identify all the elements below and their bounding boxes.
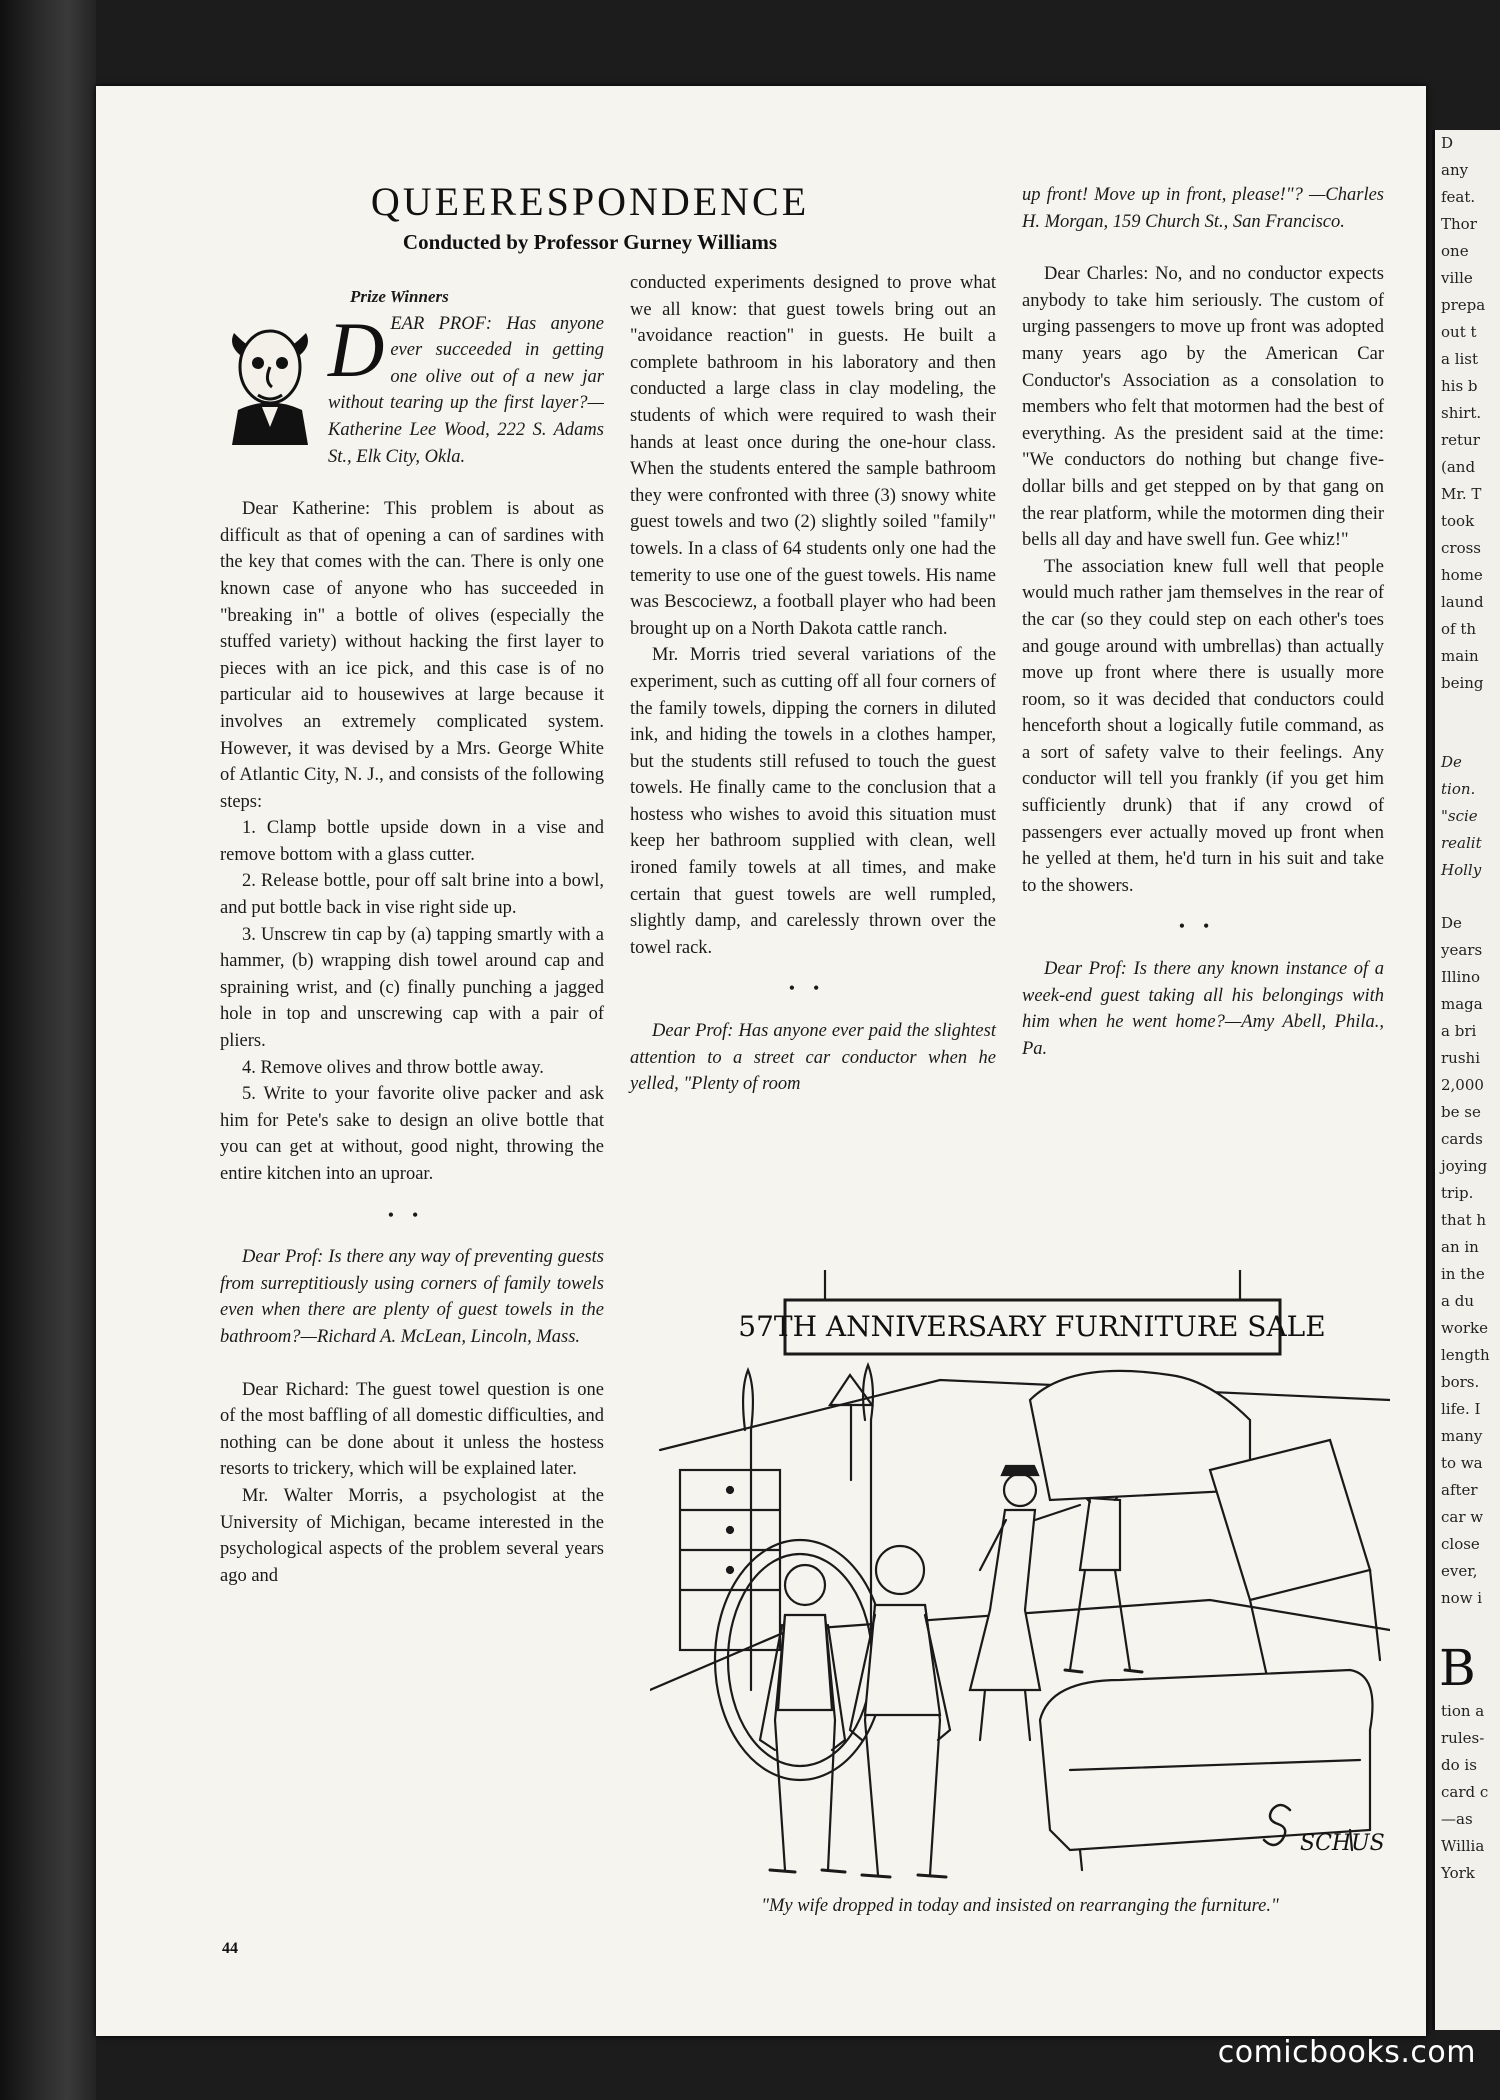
next-page-line: be se xyxy=(1441,1103,1481,1121)
cartoon-caption: "My wife dropped in today and insisted on rearranging the furniture." xyxy=(761,1896,1279,1916)
next-page-line: a list xyxy=(1441,350,1479,368)
next-page-line: ever, xyxy=(1441,1562,1478,1580)
letter-charles-cont: up front! Move up in front, please!"? —Charles H. Morgan, 159 Church St., San Francisco. xyxy=(1022,185,1384,232)
scan-margin xyxy=(0,0,96,2100)
section-label: Prize Winners xyxy=(350,287,449,306)
next-page-line: out t xyxy=(1441,323,1477,341)
answer-charles-cont: The association knew full well that people would much rather jam themselves in the rear of the car (so they could step on each other's toes and gouge around with umbrellas) than actually move up front where there is usually more room, so it was decided that conductors could henceforth shout a logically futile command, as a sort of safety valve to their feelings. Any conductor will tell you frankly (if you get him sufficiently drunk) that if any crowd of passengers ever actually moved up front when he yelled at them, he'd turn in his suit and take to the showers. xyxy=(1022,556,1384,896)
answer-katherine: Dear Katherine: This problem is about as difficult as that of opening a can of sardines with the key that comes with the can. There is only one known case of anyone who has succeeded in "breaking in" a bottle of olives (especially the stuffed variety) without hacking the first layer to pieces with an ice pick, and this case is of no particular aid to housewives at large because it involves an extremely complicated system. However, it was devised by a Mrs. George White of Atlantic City, N. J., and consists of the following steps: xyxy=(220,499,604,812)
letter-1 xyxy=(220,305,604,471)
column-3 xyxy=(1022,182,1384,1062)
next-page-line: D xyxy=(1441,134,1454,152)
letter-richard: Dear Prof: Is there any way of preventing guests from surreptitiously using corners of family towels even when there are plenty of guest towels in the bathroom?—Richard A. McLean, Lincoln, Mass. xyxy=(220,1247,604,1347)
next-page-line: Mr. T xyxy=(1441,485,1482,503)
next-page-line: prepa xyxy=(1441,296,1486,314)
answer-richard-cont-2: conducted experiments designed to prove what we all know: that guest towels bring out an "avoidance reaction" in guests. He built a complete bathroom in his laboratory and then conducted a large class in clay modeling, the students of which were required to wash their hands at least once during the one-hour class. When the students entered the sample bathroom they were confronted with three (3) snowy white guest towels and two (2) slightly soiled "family" towels. In a class of 64 students only one had the temerity to use one of the guest towels. His name was Bescociewz, a football player who had been brought up on a North Dakota cattle ranch. xyxy=(630,273,996,639)
letter-charles: Dear Prof: Has anyone ever paid the slightest attention to a street car conductor when he yelled, "Plenty of room xyxy=(630,1021,996,1095)
next-page-line: of th xyxy=(1441,620,1477,638)
next-page-line: after xyxy=(1441,1481,1478,1499)
next-page-line: (and xyxy=(1441,458,1476,476)
answer-richard-cont-3: Mr. Morris tried several variations of the experiment, such as cutting off all four corners of the family towels, dipping the corners in diluted ink, and hiding the towels in a clothes hamper, but the students still refused to touch the guest towels. He finally came to the conclusion that a hostess who wishes to avoid this situation must keep her bathroom supplied with clean, well ironed family towels at all times, and make certain that guest towels are well rumpled, slightly damp, and carelessly thrown over the towel rack. xyxy=(630,645,996,958)
next-page-sliver xyxy=(1432,130,1500,2030)
page-number: 44 xyxy=(222,1940,238,1957)
next-page-line: rushi xyxy=(1441,1049,1480,1067)
next-page-line: home xyxy=(1441,566,1483,584)
next-page-text-b xyxy=(1435,749,1500,884)
next-page-line: Holly xyxy=(1441,861,1482,879)
next-page-line: —as xyxy=(1441,1810,1473,1828)
next-page-line: a du xyxy=(1441,1292,1474,1310)
answer-charles: Dear Charles: No, and no conductor expects anybody to take him seriously. The custom of urging passengers to move up front was adopted many years ago by the American Car Conductor's Association as a consolation to members who felt that motormen had the best of everything. As the president said at the time: "We conductors do nothing but change five-dollar bills and get stepped on by that gang on the rear platform, while the motormen ding their bells all day and have swell fun. Gee whiz!" xyxy=(1022,264,1384,551)
next-page-line: any xyxy=(1441,161,1469,179)
next-page-line: De xyxy=(1441,753,1462,771)
next-page-line: feat. xyxy=(1441,188,1476,206)
next-page-line: many xyxy=(1441,1427,1483,1445)
separator-dots: •• xyxy=(1178,916,1228,937)
next-page-line: bors. xyxy=(1441,1373,1480,1391)
next-page-line: tion. xyxy=(1441,780,1476,798)
professor-caricature-icon xyxy=(218,315,322,445)
column-1 xyxy=(220,284,604,1589)
column-2 xyxy=(630,270,996,1098)
article-title: QUEERESPONDENCE xyxy=(370,179,810,224)
cartoon-signature: SCHUS xyxy=(1300,1831,1385,1856)
cartoon-sign-text: 57TH ANNIVERSARY FURNITURE SALE xyxy=(738,1310,1326,1343)
next-page-line: a bri xyxy=(1441,1022,1477,1040)
next-page-line: cross xyxy=(1441,539,1481,557)
article-byline: Conducted by Professor Gurney Williams xyxy=(402,230,778,254)
next-page-line: rules- xyxy=(1441,1729,1485,1747)
next-page-line: laund xyxy=(1441,593,1484,611)
step-4: 4. Remove olives and throw bottle away. xyxy=(242,1057,544,1078)
next-page-line: maga xyxy=(1441,995,1483,1013)
next-page-text-a xyxy=(1435,130,1500,697)
next-page-line: life. I xyxy=(1441,1400,1481,1418)
next-page-line: being xyxy=(1441,674,1484,692)
next-page-line: card c xyxy=(1441,1783,1489,1801)
step-2: 2. Release bottle, pour off salt brine into a bowl, and put bottle back in vise right side up. xyxy=(220,871,604,919)
next-page-line: to wa xyxy=(1441,1454,1483,1472)
next-page-line: tion a xyxy=(1441,1702,1485,1720)
next-page-line: worke xyxy=(1441,1319,1489,1337)
next-page-text-d xyxy=(1435,1698,1500,1887)
next-page-line: retur xyxy=(1441,431,1480,449)
next-page-line: now i xyxy=(1441,1589,1483,1607)
answer-richard: Dear Richard: The guest towel question is one of the most baffling of all domestic difficulties, and nothing can be done about it unless the hostess resorts to trickery, which will be explained later. xyxy=(220,1379,604,1480)
cartoon-illustration xyxy=(650,1270,1390,1890)
next-page-line: took xyxy=(1441,512,1475,530)
next-page-line: trip. xyxy=(1441,1184,1474,1202)
next-page-line: length xyxy=(1441,1346,1490,1364)
next-page-line: close xyxy=(1441,1535,1480,1553)
next-page-line: 2,000 xyxy=(1441,1076,1484,1094)
next-page-dropcap: B xyxy=(1439,1639,1476,1697)
next-page-text-c xyxy=(1435,910,1500,1612)
next-page-line: realit xyxy=(1441,834,1482,852)
step-3: 3. Unscrew tin cap by (a) tapping smartly with a hammer, (b) wrapping dish towel around cap and spraining wrist, and (c) finally punching a jagged hole in top and unscrewing cap with a pair of pliers. xyxy=(220,924,604,1052)
next-page-line: De xyxy=(1441,914,1462,932)
step-1: 1. Clamp bottle upside down in a vise and remove bottom with a glass cutter. xyxy=(220,818,604,865)
next-page-line: car w xyxy=(1441,1508,1484,1526)
step-5: 5. Write to your favorite olive packer and ask him for Pete's sake to design an olive bottle that you can get at without, good night, throwing the entire kitchen into an uproar. xyxy=(220,1084,604,1184)
next-page-line: main xyxy=(1441,647,1479,665)
next-page-line: an in xyxy=(1441,1238,1479,1256)
next-page-line: "scie xyxy=(1441,807,1478,825)
next-page-line: do is xyxy=(1441,1756,1477,1774)
letter-katherine: EAR PROF: Has anyone ever succeeded in getting one olive out of a new jar without tearing up the first layer?—Katherine Lee Wood, 222 S. Adams St., Elk City, Okla. xyxy=(328,313,604,467)
next-page-line: joying xyxy=(1441,1157,1488,1175)
watermark: comicbooks.com xyxy=(1217,2035,1476,2070)
next-page-line: Willia xyxy=(1441,1837,1485,1855)
next-page-line: York xyxy=(1441,1864,1475,1882)
next-page-line: ville xyxy=(1441,269,1473,287)
next-page-line: Thor xyxy=(1441,215,1477,233)
letter-amy: Dear Prof: Is there any known instance of a week-end guest taking all his belongings with him when he went home?—Amy Abell, Phila., Pa. xyxy=(1022,959,1384,1059)
next-page-line: in the xyxy=(1441,1265,1485,1283)
next-page-line: Illino xyxy=(1441,968,1481,986)
answer-richard-cont: Mr. Walter Morris, a psychologist at the University of Michigan, became interested in the psychological aspects of the problem several years ago and xyxy=(220,1485,604,1586)
next-page-line: shirt. xyxy=(1441,404,1482,422)
separator-dots: •• xyxy=(788,978,838,999)
dropcap: D xyxy=(328,305,385,393)
next-page-line: that h xyxy=(1441,1211,1487,1229)
next-page-line: his b xyxy=(1441,377,1478,395)
next-page-line: one xyxy=(1441,242,1469,260)
next-page-line: cards xyxy=(1441,1130,1483,1148)
separator-dots: •• xyxy=(387,1204,437,1225)
next-page-line: years xyxy=(1441,941,1483,959)
